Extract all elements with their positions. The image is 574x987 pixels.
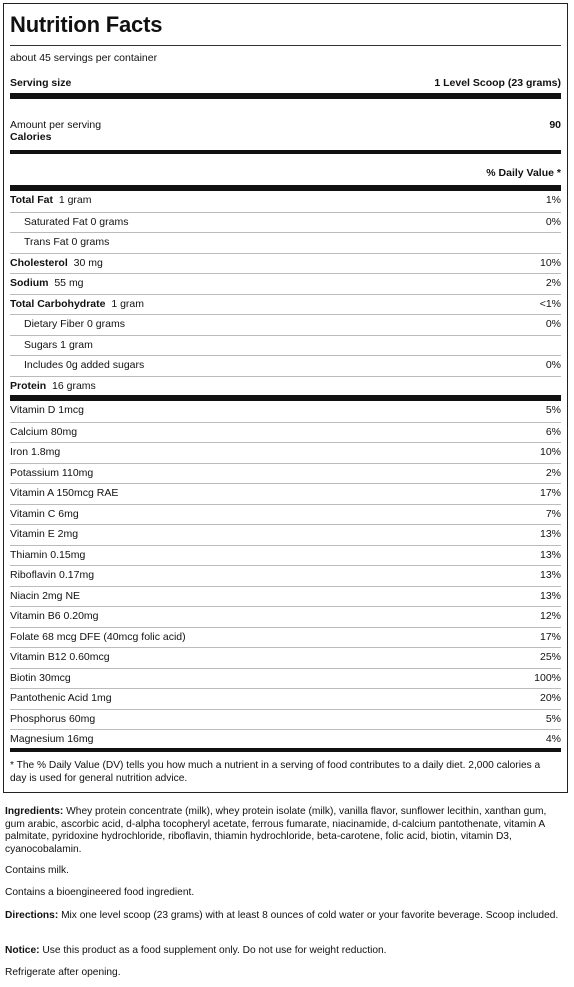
calories-label: Calories bbox=[10, 131, 52, 143]
micros-bottom-divider bbox=[10, 748, 561, 752]
nutrient-label: Magnesium 16mg bbox=[10, 733, 94, 745]
nutrition-facts-inner bbox=[10, 4, 561, 792]
nutrient-daily-value: 1% bbox=[545, 194, 561, 206]
nutrient-daily-value: 0% bbox=[545, 318, 561, 330]
nutrient-label: Vitamin B12 0.60mcg bbox=[10, 651, 110, 663]
serving-size-row bbox=[10, 77, 561, 90]
nutrient-label: Thiamin 0.15mg bbox=[10, 548, 86, 561]
nutrient-daily-value: 10% bbox=[539, 256, 561, 269]
macronutrient-row bbox=[10, 232, 561, 253]
nutrient-daily-value: 2% bbox=[545, 277, 561, 289]
calories-value: 90 bbox=[549, 119, 561, 131]
nutrient-daily-value: 0% bbox=[545, 359, 561, 371]
nutrient-name: Protein bbox=[10, 379, 47, 392]
nutrient-amount: Saturated Fat 0 grams bbox=[24, 215, 129, 228]
micronutrient-row bbox=[10, 401, 561, 422]
nutrient-daily-value: 13% bbox=[539, 589, 561, 602]
nutrient-daily-value: 6% bbox=[545, 425, 561, 438]
nutrient-label bbox=[24, 233, 109, 252]
nutrient-label: Biotin 30mcg bbox=[10, 671, 71, 684]
refrigerate-statement: Refrigerate after opening. bbox=[5, 967, 121, 978]
ingredients-label: Ingredients: bbox=[5, 806, 64, 817]
nutrient-daily-value: 12% bbox=[539, 610, 561, 622]
nutrient-label bbox=[10, 377, 96, 396]
nutrient-daily-value: 5% bbox=[545, 404, 561, 416]
directions-text: Mix one level scoop (23 grams) with at least 8 ounces of cold water or your favorite beverage. Scoop included. bbox=[61, 910, 559, 921]
macronutrient-row bbox=[10, 253, 561, 274]
nutrient-amount: 55 mg bbox=[54, 277, 84, 289]
macronutrient-row bbox=[10, 314, 561, 335]
nutrient-daily-value: 20% bbox=[539, 692, 561, 704]
ingredients-paragraph bbox=[5, 806, 568, 856]
micronutrient-row bbox=[10, 586, 561, 607]
nutrient-daily-value: 4% bbox=[545, 733, 561, 745]
nutrient-label: Niacin 2mg NE bbox=[10, 589, 81, 602]
title-divider bbox=[10, 45, 561, 46]
nutrient-label: Potassium 110mg bbox=[10, 466, 94, 479]
nutrient-name: Total Carbohydrate bbox=[10, 297, 106, 310]
nutrient-label bbox=[10, 191, 92, 210]
nutrient-daily-value: 0% bbox=[545, 215, 561, 228]
serving-size-value: 1 Level Scoop (23 grams) bbox=[434, 77, 561, 89]
nutrient-label: Vitamin A 150mcg RAE bbox=[10, 487, 119, 499]
micronutrient-row bbox=[10, 504, 561, 525]
amount-per-serving: Amount per serving bbox=[10, 119, 102, 131]
nutrient-label bbox=[24, 213, 128, 232]
nutrient-amount: 1 gram bbox=[58, 194, 92, 206]
macronutrient-row bbox=[10, 355, 561, 376]
calories-divider bbox=[10, 150, 561, 154]
notice-paragraph bbox=[5, 945, 568, 958]
daily-value-header: % Daily Value * bbox=[486, 167, 561, 179]
nutrient-label bbox=[24, 315, 125, 334]
micronutrient-row bbox=[10, 606, 561, 627]
nutrient-daily-value: 13% bbox=[539, 528, 561, 540]
daily-value-footnote: * The % Daily Value (DV) tells you how much a nutrient in a serving of food contributes to a daily diet. 2,000 calories a day is used for general nutrition advice. bbox=[10, 760, 541, 784]
nutrient-name: Total Fat bbox=[10, 194, 53, 206]
nutrient-daily-value: 13% bbox=[539, 548, 561, 561]
nutrient-amount: 16 grams bbox=[52, 379, 96, 392]
nutrient-amount: 30 mg bbox=[73, 256, 103, 269]
nutrient-name: Cholesterol bbox=[10, 256, 68, 269]
nutrient-label bbox=[10, 274, 84, 293]
micronutrient-row bbox=[10, 565, 561, 586]
nutrient-daily-value: 13% bbox=[539, 569, 561, 581]
micronutrient-row bbox=[10, 545, 561, 566]
macronutrient-row bbox=[10, 212, 561, 233]
nutrition-facts-title: Nutrition Facts bbox=[10, 12, 163, 37]
nutrient-amount: Dietary Fiber 0 grams bbox=[24, 318, 125, 330]
nutrient-label bbox=[10, 254, 103, 273]
nutrient-label bbox=[24, 356, 144, 375]
directions-paragraph bbox=[5, 910, 568, 923]
nutrient-daily-value: <1% bbox=[539, 297, 561, 310]
nutrient-label: Folate 68 mcg DFE (40mcg folic acid) bbox=[10, 630, 186, 643]
notice-text: Use this product as a food supplement only. Do not use for weight reduction. bbox=[42, 945, 387, 956]
macronutrient-row bbox=[10, 191, 561, 212]
nutrient-label: Vitamin C 6mg bbox=[10, 507, 79, 520]
nutrient-label: Riboflavin 0.17mg bbox=[10, 569, 95, 581]
micronutrient-row bbox=[10, 668, 561, 689]
micronutrient-row bbox=[10, 729, 561, 750]
nutrient-amount: Includes 0g added sugars bbox=[24, 359, 145, 371]
contains-milk: Contains milk. bbox=[5, 865, 69, 876]
micronutrient-row bbox=[10, 627, 561, 648]
serving-size-label: Serving size bbox=[10, 77, 72, 89]
nutrient-daily-value: 10% bbox=[539, 446, 561, 458]
micronutrient-row bbox=[10, 524, 561, 545]
nutrient-label: Vitamin E 2mg bbox=[10, 528, 79, 540]
nutrient-amount: Sugars 1 gram bbox=[24, 338, 93, 351]
directions-label: Directions: bbox=[5, 910, 59, 921]
nutrient-label: Vitamin D 1mcg bbox=[10, 404, 84, 416]
micronutrient-row bbox=[10, 688, 561, 709]
nutrition-facts-panel bbox=[3, 3, 568, 793]
notice-label: Notice: bbox=[5, 945, 40, 956]
micronutrient-list bbox=[10, 401, 561, 750]
nutrient-daily-value: 25% bbox=[539, 651, 561, 663]
nutrient-label bbox=[24, 336, 93, 355]
micronutrient-row bbox=[10, 709, 561, 730]
nutrient-name: Sodium bbox=[10, 277, 49, 289]
macronutrient-row bbox=[10, 273, 561, 294]
serving-divider bbox=[10, 93, 561, 99]
nutrient-daily-value: 17% bbox=[539, 487, 561, 499]
micronutrient-row bbox=[10, 442, 561, 463]
nutrient-label: Pantothenic Acid 1mg bbox=[10, 692, 112, 704]
nutrient-label: Calcium 80mg bbox=[10, 425, 78, 438]
nutrient-daily-value: 100% bbox=[534, 671, 561, 684]
nutrient-label: Iron 1.8mg bbox=[10, 446, 61, 458]
micronutrient-row bbox=[10, 483, 561, 504]
nutrient-daily-value: 7% bbox=[545, 507, 561, 520]
nutrient-amount: Trans Fat 0 grams bbox=[24, 236, 110, 248]
bioengineered-statement: Contains a bioengineered food ingredient. bbox=[5, 887, 195, 898]
nutrient-label bbox=[10, 295, 144, 314]
nutrient-daily-value: 17% bbox=[539, 630, 561, 643]
ingredients-text: Whey protein concentrate (milk), whey protein isolate (milk), vanilla flavor, sunflower lecithin, xanthan gum, gum arabic, ascorbic acid, d-alpha tocopheryl acetate, ferrous fumarate, niacinamide, d-calcium pantothenate, vitamin A palmitate, pyridoxine hydrochloride, riboflavin, thiamin hydrochloride, beta-carotene, folic acid, biotin, vitamin D3, cyanocobalamin. bbox=[5, 806, 547, 855]
nutrient-amount: 1 gram bbox=[111, 297, 145, 310]
macronutrient-row bbox=[10, 294, 561, 315]
micronutrient-row bbox=[10, 647, 561, 668]
micronutrient-row bbox=[10, 463, 561, 484]
macronutrient-row bbox=[10, 376, 561, 397]
nutrient-label: Phosphorus 60mg bbox=[10, 712, 96, 725]
micronutrient-row bbox=[10, 422, 561, 443]
nutrient-daily-value: 2% bbox=[545, 466, 561, 479]
macronutrient-row bbox=[10, 335, 561, 356]
nutrient-label: Vitamin B6 0.20mg bbox=[10, 610, 99, 622]
nutrient-daily-value: 5% bbox=[545, 712, 561, 725]
servings-per-container: about 45 servings per container bbox=[10, 52, 158, 64]
macronutrient-list bbox=[10, 191, 561, 396]
